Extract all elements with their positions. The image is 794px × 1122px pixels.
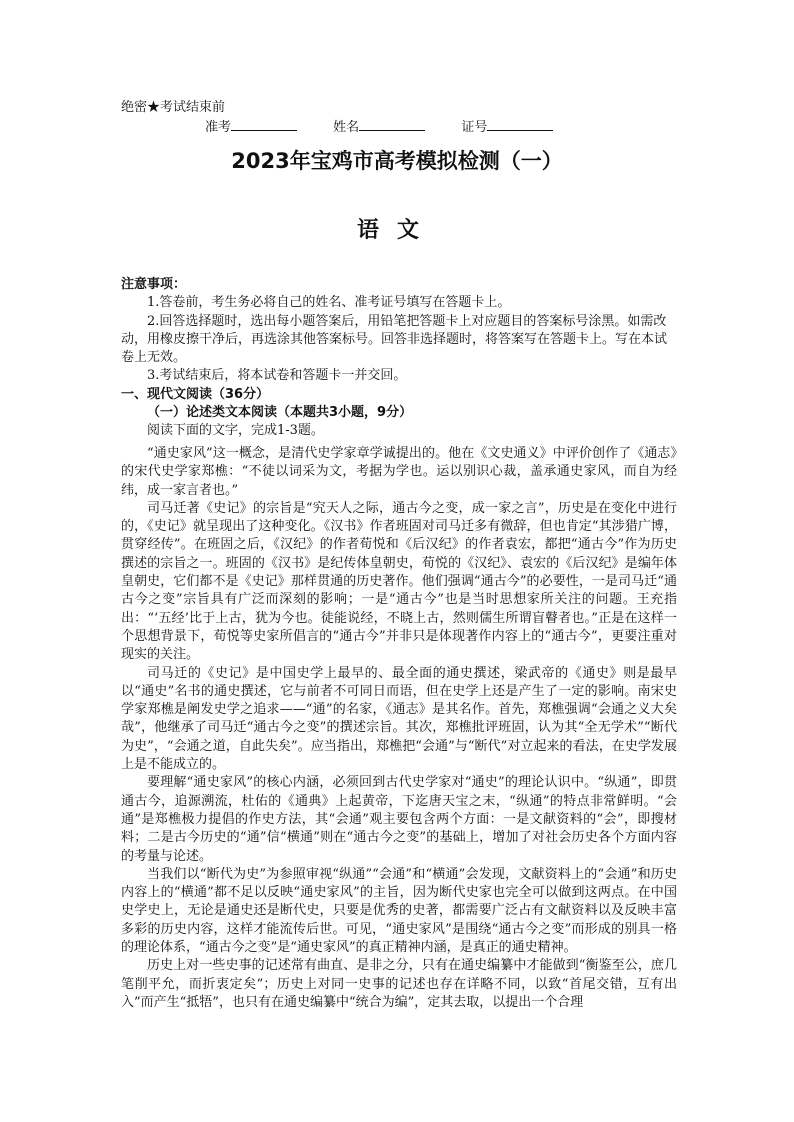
subsection-heading: （一）论述类文本阅读（本题共3小题，9分） — [147, 405, 413, 421]
name-label: 姓名 — [333, 120, 360, 135]
reading-passage — [121, 445, 677, 1012]
notice-item-2: 2.回答选择题时，选出每小题答案后，用铅笔把答题卡上对应题目的答案标号涂黑。如需改动，用橡皮擦干净后，再选涂其他答案标号。回答非选择题时，将答案写在答题卡上。写在本试卷上无效。 — [121, 313, 668, 366]
secret-label: 绝密★考试结束前 — [121, 100, 226, 115]
section-heading: 一、现代文阅读（36分） — [121, 386, 270, 402]
id-field[interactable] — [461, 116, 553, 135]
passage-paragraph: 要理解“通史家风”的核心内涵，必须回到古代史学家对“通史”的理论认识中。“纵通”，即贯通古今，追源溯流，杜佑的《通典》上起黄帝，下迄唐天宝之末，“纵通”的特点非常鲜明。“会通”是郑樵极力提倡的作史方法，其“会通”观主要包含两个方面：一是文献资料的“会”，即搜材料；二是古今历史的“通”信“横通”则在“通古今之变”的基础上，增加了对社会历史各个方面内容的考量与论述。 — [121, 775, 677, 864]
exam-number-label: 准考 — [205, 120, 232, 135]
notice-section — [121, 276, 677, 441]
passage-paragraph: 司马迁著《史记》的宗旨是“究天人之际，通古今之变，成一家之言”，历史是在变化中进行的，《史记》就呈现出了这种变化。《汉书》作者班固对司马迁多有微辞，但也肯定“其涉猎广博，贯穿经传”。在班固之后，《汉纪》的作者荀悦和《后汉纪》的作者袁宏，都把“通古今”作为历史撰述的宗旨之一。班固的《汉书》是纪传体皇朝史，荀悦的《汉纪》、袁宏的《后汉纪》是编年体皇朝史，它们都不是《史记》那样贯通的历史著作。他们强调“通古今”的必要性，一是司马迁“通古今之变”宗旨具有广泛而深刻的影响；一是“通古今”也是当时思想家所关注的问题。王充指出：“‘五经’比于上古，犹为今也。徒能说经，不晓上古，然则儒生所谓盲瞽者也。”正是在这样一个思想背景下，荀悦等史家所倡言的“通古今”并非只是体现著作内容上的“通古今”，更要注重对现实的关注。 — [121, 500, 677, 663]
exam-number-field[interactable] — [205, 116, 297, 135]
passage-paragraph: 司马迁的《史记》是中国史学上最早的、最全面的通史撰述，梁武帝的《通史》则是最早以“通史”名书的通史撰述，它与前者不可同日而语，但在史学上还是产生了一定的影响。南宋史学家郑樵是阐发史学之追求——“通”的名家，《通志》是其名作。首先，郑樵强调“会通之义大矣哉”，他继承了司马迁“通古今之变”的撰述宗旨。其次，郑樵批评班固，认为其“全无学术”“断代为史”，“会通之道，自此失矣”。应当指出，郑樵把“会通”与“断代”对立起来的看法，在史学发展上是不能成立的。 — [121, 665, 677, 773]
name-blank[interactable] — [359, 118, 425, 131]
notice-item-1: 1.答卷前，考生务必将自己的姓名、准考证号填写在答题卡上。 — [147, 295, 511, 311]
candidate-info-row — [205, 116, 585, 135]
exam-title: 2023年宝鸡市高考模拟检测（一） — [231, 149, 563, 173]
notice-item-3: 3.考试结束后，将本试卷和答题卡一并交回。 — [147, 368, 407, 384]
exam-number-blank[interactable] — [231, 118, 297, 131]
id-blank[interactable] — [487, 118, 553, 131]
subject-title: 语文 — [356, 218, 437, 243]
passage-paragraph: “通史家风”这一概念，是清代史学家章学诚提出的。他在《文史通义》中评价创作了《通志》的宋代史学家郑樵：“不徒以词采为文，考据为学也。运以别识心裁，盖承通史家风，而自为经纬，成一家言者也。” — [121, 446, 677, 498]
passage-paragraph: 当我们以“断代为史”为参照审视“纵通”“会通”和“横通”会发现，文献资料上的“会通”和历史内容上的“横通”都不足以反映“通史家风”的主旨，因为断代史家也完全可以做到这两点。在中国史学史上，无论是通史还是断代史，只要是优秀的史著，都需要广泛占有文献资料以及反映丰富多彩的历史内容，这样才能流传后世。可见，“通史家风”是围绕“通古今之变”而形成的别具一格的理论体系，“通古今之变”是“通史家风”的真正精神内涵，是真正的通史精神。 — [121, 866, 677, 956]
name-field[interactable] — [333, 116, 425, 135]
reading-instruction: 阅读下面的文字，完成1-3题。 — [147, 423, 324, 439]
id-label: 证号 — [461, 120, 488, 135]
notice-heading: 注意事项： — [121, 277, 187, 292]
passage-paragraph: 历史上对一些史事的记述常有曲直、是非之分，只有在通史编纂中才能做到“衡鉴至公，庶几笔削平允，而折衷定矣”；历史上对同一史事的记述也存在详略不同，以致“首尾交错，互有出入”而产生“抵牾”，也只有在通史编纂中“统合为编”，定其去取，以提出一个合理 — [121, 958, 677, 1010]
